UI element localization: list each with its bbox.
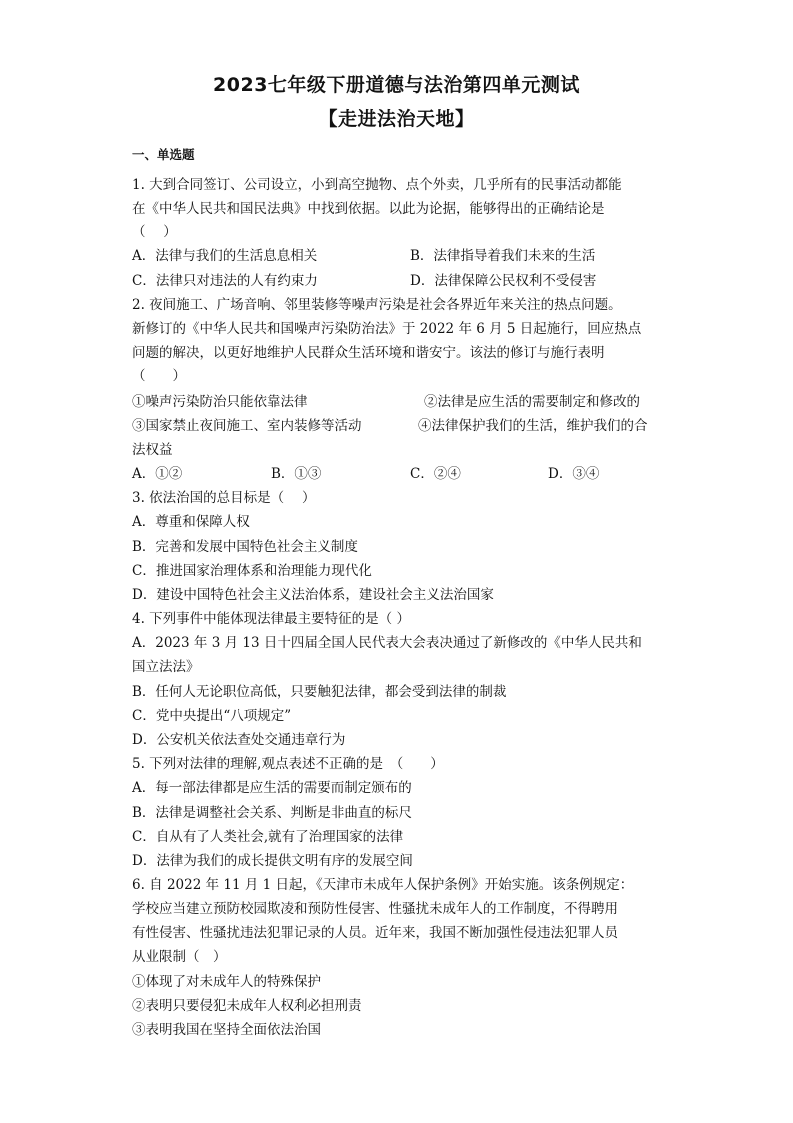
q5-option-b: B．法律是调整社会关系、判断是非曲直的标尺 (132, 805, 412, 821)
q1-option-a: A．法律与我们的生活息息相关 (132, 248, 318, 264)
q6-stem-line: 6. 自 2022 年 11 月 1 日起，《天津市未成年人保护条例》开始实施。该条例规定： (132, 877, 634, 893)
q3-option-d: D．建设中国特色社会主义法治体系，建设社会主义法治国家 (132, 587, 494, 603)
q3-option-c: C．推进国家治理体系和治理能力现代化 (132, 563, 372, 579)
q1-stem-line: （ ） (132, 224, 177, 240)
q3-stem-line: 3. 依法治国的总目标是（ ） (132, 490, 316, 506)
page-subtitle: 【走进法治天地】 (318, 108, 475, 130)
page-title: 2023七年级下册道德与法治第四单元测试 (213, 74, 580, 96)
q2-option-a: A．①② (132, 466, 183, 482)
q5-option-a: A．每一部法律都是应生活的需要而制定颁布的 (132, 780, 412, 796)
q2-statement-2: ②法律是应生活的需要制定和修改的 (424, 394, 640, 410)
q2-option-b: B．①③ (271, 466, 322, 482)
q5-stem-line: 5. 下列对法律的理解,观点表述不正确的是 （ ） (132, 756, 444, 772)
q5-option-d: D．法律为我们的成长提供文明有序的发展空间 (132, 853, 413, 869)
q6-statement-2: ②表明只要侵犯未成年人权利必担刑责 (132, 998, 362, 1014)
q4-option-c: C．党中央提出“八项规定” (132, 708, 292, 724)
q6-stem-line: 从业限制（ ） (132, 949, 227, 965)
q4-option-d: D．公安机关依法查处交通违章行为 (132, 732, 346, 748)
q2-statement-4-cont: 法权益 (132, 442, 173, 458)
q2-stem-line: 新修订的《中华人民共和国噪声污染防治法》于 2022 年 6 月 5 日起施行，回应热点 (132, 321, 642, 337)
q2-statement-1: ①噪声污染防治只能依靠法律 (132, 394, 308, 410)
q1-option-d: D．法律保障公民权利不受侵害 (410, 273, 597, 289)
q1-stem-line: 1. 大到合同签订、公司设立，小到高空抛物、点个外卖，几乎所有的民事活动都能 (132, 177, 622, 193)
q6-statement-3: ③表明我国在坚持全面依法治国 (132, 1022, 321, 1038)
q2-stem-line: （ ） (132, 368, 186, 384)
q4-option-b: B．任何人无论职位高低，只要触犯法律，都会受到法律的制裁 (132, 684, 507, 700)
q2-option-d: D．③④ (548, 466, 600, 482)
q2-stem-line: 2. 夜间施工、广场音响、邻里装修等噪声污染是社会各界近年来关注的热点问题。 (132, 297, 622, 313)
q4-option-a-cont: 国立法法》 (132, 659, 200, 675)
q3-option-a: A．尊重和保障人权 (132, 514, 250, 530)
q6-statement-1: ①体现了对未成年人的特殊保护 (132, 974, 321, 990)
q2-option-c: C．②④ (410, 466, 461, 482)
q2-stem-line: 问题的解决，以更好地维护人民群众生活环境和谐安宁。该法的修订与施行表明 (132, 345, 605, 361)
q3-option-b: B．完善和发展中国特色社会主义制度 (132, 539, 358, 555)
q4-stem-line: 4. 下列事件中能体现法律最主要特征的是（ ） (132, 611, 410, 627)
section-heading: 一、单选题 (132, 147, 195, 162)
q2-statement-4: ④法律保护我们的生活，维护我们的合 (418, 418, 648, 434)
q5-option-c: C．自从有了人类社会,就有了治理国家的法律 (132, 829, 404, 845)
q4-option-a: A．2023 年 3 月 13 日十四届全国人民代表大会表决通过了新修改的《中华人民共和 (132, 635, 642, 651)
q1-option-c: C．法律只对违法的人有约束力 (132, 273, 318, 289)
q1-stem-line: 在《中华人民共和国民法典》中找到依据。以此为论据，能够得出的正确结论是 (132, 201, 605, 217)
q6-stem-line: 有性侵害、性骚扰违法犯罪记录的人员。近年来，我国不断加强性侵违法犯罪人员 (132, 925, 618, 941)
q1-option-b: B．法律指导着我们未来的生活 (410, 248, 596, 264)
q6-stem-line: 学校应当建立预防校园欺凌和预防性侵害、性骚扰未成年人的工作制度，不得聘用 (132, 901, 618, 917)
q2-statement-3: ③国家禁止夜间施工、室内装修等活动 (132, 418, 362, 434)
